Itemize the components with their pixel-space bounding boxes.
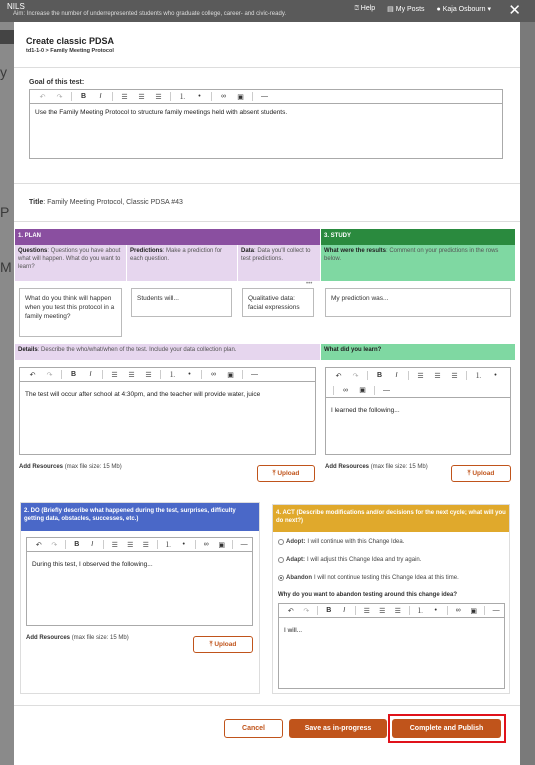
link-icon[interactable]: ∞ bbox=[203, 541, 209, 548]
background-left-strip bbox=[0, 22, 14, 765]
editor-toolbar bbox=[27, 538, 252, 552]
plan-header: 1. PLAN bbox=[15, 229, 320, 245]
align-right-icon[interactable]: ☰ bbox=[394, 607, 401, 615]
user-menu[interactable]: ● Kaja Osbourn ▾ bbox=[436, 6, 491, 13]
questions-header bbox=[15, 245, 126, 281]
align-right-icon[interactable]: ☰ bbox=[145, 371, 152, 379]
help-link[interactable]: ⍰ Help bbox=[354, 5, 376, 12]
divider bbox=[14, 705, 520, 706]
divider bbox=[14, 221, 520, 222]
ordered-list-icon[interactable]: ⒈ bbox=[416, 607, 424, 615]
editor-toolbar bbox=[20, 368, 315, 382]
aim-text: Aim: Increase the number of underrepresented students who graduate college, career- and civic-ready. bbox=[13, 11, 287, 17]
pdsa-title: Title: Family Meeting Protocol, Classic PDSA #43 bbox=[29, 199, 183, 206]
do-upload-button[interactable]: ⤒ Upload bbox=[193, 636, 253, 653]
align-left-icon[interactable]: ☰ bbox=[417, 372, 424, 380]
data-desc: : Data you'll collect to test predictions. bbox=[241, 248, 311, 262]
data-input[interactable]: Qualitative data: facial expressions bbox=[242, 288, 314, 317]
italic-icon[interactable]: I bbox=[343, 607, 346, 614]
my-posts-label: My Posts bbox=[395, 6, 425, 13]
app-logo: NILS bbox=[7, 2, 25, 11]
background-text: y bbox=[0, 64, 7, 80]
radio-icon[interactable] bbox=[278, 557, 284, 563]
bullet-list-icon[interactable]: • bbox=[434, 607, 437, 614]
align-center-icon[interactable]: ☰ bbox=[434, 372, 441, 380]
details-header bbox=[15, 344, 320, 360]
adopt-radio[interactable] bbox=[278, 539, 404, 545]
plan-upload-button[interactable]: ⤒ Upload bbox=[257, 465, 315, 482]
results-input[interactable]: My prediction was... bbox=[325, 288, 511, 317]
bold-icon[interactable]: B bbox=[74, 541, 80, 548]
bullet-list-icon[interactable]: • bbox=[182, 541, 185, 548]
app-header-background bbox=[0, 0, 535, 22]
save-in-progress-button[interactable]: Save as in-progress bbox=[289, 719, 387, 738]
horizontal-rule-icon[interactable]: — bbox=[261, 93, 268, 100]
align-center-icon[interactable]: ☰ bbox=[128, 371, 135, 379]
link-icon[interactable]: ∞ bbox=[455, 607, 461, 614]
undo-icon[interactable]: ↶ bbox=[35, 541, 42, 549]
italic-icon[interactable]: I bbox=[395, 372, 398, 379]
abandon-radio[interactable] bbox=[278, 575, 459, 581]
resources-note: (max file size: 15 Mb) bbox=[370, 464, 428, 470]
bold-icon[interactable]: B bbox=[376, 372, 383, 379]
data-header bbox=[238, 245, 320, 281]
align-left-icon[interactable]: ☰ bbox=[363, 607, 370, 615]
abandon-question: Why do you want to abandon testing around this change idea? bbox=[278, 592, 458, 598]
results-header bbox=[321, 245, 515, 281]
image-icon[interactable]: ▣ bbox=[218, 541, 226, 549]
results-label: What were the results bbox=[324, 248, 387, 254]
undo-icon[interactable]: ↶ bbox=[335, 372, 342, 380]
background-bar bbox=[0, 30, 14, 44]
modal-header bbox=[26, 36, 114, 54]
act-desc: (Describe modifications and/or decisions for the next cycle; what will you do next?) bbox=[276, 510, 506, 525]
title-label: Title bbox=[29, 199, 44, 206]
details-label: Details bbox=[18, 347, 38, 353]
results-desc: : Comment on your predictions in the rows below. bbox=[324, 248, 499, 262]
redo-icon[interactable]: ↷ bbox=[352, 372, 359, 380]
add-resources-label bbox=[325, 464, 428, 470]
align-center-icon[interactable]: ☰ bbox=[138, 93, 145, 101]
add-resources-label bbox=[19, 464, 122, 470]
horizontal-rule-icon[interactable]: — bbox=[492, 607, 500, 614]
breadcrumb: td1-1-0 > Family Meeting Protocol bbox=[26, 48, 114, 54]
align-right-icon[interactable]: ☰ bbox=[155, 93, 162, 101]
questions-label: Questions bbox=[18, 248, 48, 254]
bullet-list-icon[interactable]: • bbox=[494, 372, 497, 379]
redo-icon[interactable]: ↷ bbox=[51, 541, 58, 549]
link-icon[interactable]: ∞ bbox=[343, 386, 348, 394]
do-editor[interactable] bbox=[26, 537, 253, 626]
horizontal-rule-icon[interactable]: — bbox=[251, 371, 258, 378]
image-icon[interactable]: ▣ bbox=[359, 387, 366, 394]
editor-toolbar bbox=[30, 90, 502, 104]
prediction-input[interactable]: Students will... bbox=[131, 288, 232, 317]
align-right-icon[interactable]: ☰ bbox=[451, 372, 458, 380]
do-title: 2. DO bbox=[24, 508, 40, 514]
close-icon[interactable]: ✕ bbox=[508, 2, 521, 19]
adopt-label: Adopt: bbox=[286, 539, 306, 545]
bullet-list-icon[interactable]: • bbox=[188, 371, 191, 378]
resources-note: (max file size: 15 Mb) bbox=[71, 635, 129, 641]
resources-label: Add Resources bbox=[26, 635, 71, 641]
align-right-icon[interactable]: ☰ bbox=[142, 541, 149, 549]
learned-text[interactable]: I learned the following... bbox=[331, 407, 400, 414]
align-left-icon[interactable]: ☰ bbox=[111, 541, 118, 549]
ordered-list-icon[interactable]: ⒈ bbox=[169, 371, 176, 379]
question-input[interactable]: What do you think will happen when you test this protocol in a family meeting? bbox=[19, 288, 122, 337]
bold-icon[interactable]: B bbox=[326, 607, 332, 614]
image-icon[interactable]: ▣ bbox=[237, 93, 244, 101]
upload-label: Upload bbox=[472, 470, 495, 477]
study-header: 3. STUDY bbox=[321, 229, 515, 245]
bullet-list-icon[interactable]: • bbox=[198, 93, 201, 100]
image-icon[interactable]: ▣ bbox=[227, 371, 234, 379]
italic-icon[interactable]: I bbox=[91, 541, 94, 548]
radio-icon[interactable] bbox=[278, 539, 284, 545]
background-text: P bbox=[0, 204, 10, 220]
resources-label: Add Resources bbox=[19, 464, 64, 470]
adapt-desc: I will adjust this Change Idea and try again. bbox=[307, 557, 422, 563]
goal-label: Goal of this test: bbox=[29, 79, 85, 86]
resources-label: Add Resources bbox=[325, 464, 370, 470]
redo-icon[interactable]: ↷ bbox=[56, 93, 63, 101]
undo-icon[interactable]: ↶ bbox=[39, 93, 46, 101]
act-text[interactable]: I will... bbox=[284, 627, 303, 634]
questions-desc: : Questions you have about what will happen. What do you want to learn? bbox=[18, 248, 121, 270]
divider bbox=[14, 183, 520, 184]
abandon-desc: I will not continue testing this Change Idea at this time. bbox=[314, 575, 459, 581]
upload-label: Upload bbox=[214, 641, 237, 648]
complete-and-publish-button[interactable]: Complete and Publish bbox=[392, 719, 501, 738]
align-center-icon[interactable]: ☰ bbox=[127, 541, 134, 549]
ordered-list-icon[interactable]: ⒈ bbox=[475, 372, 482, 380]
resources-note: (max file size: 15 Mb) bbox=[64, 464, 122, 470]
data-label: Data bbox=[241, 248, 255, 254]
undo-icon[interactable]: ↶ bbox=[29, 371, 36, 379]
goal-text[interactable]: Use the Family Meeting Protocol to structure family meetings held with absent students. bbox=[35, 109, 288, 116]
study-upload-button[interactable]: ⤒ Upload bbox=[451, 465, 511, 482]
more-icon[interactable]: ••• bbox=[306, 281, 313, 287]
adapt-label: Adapt: bbox=[286, 557, 305, 563]
predictions-header bbox=[127, 245, 237, 281]
italic-icon[interactable]: I bbox=[89, 371, 92, 378]
cancel-button[interactable]: Cancel bbox=[224, 719, 283, 738]
link-icon[interactable]: ∞ bbox=[221, 93, 226, 100]
details-editor[interactable] bbox=[19, 367, 316, 455]
details-desc: : Describe the who/what/when of the test. Include your data collection plan. bbox=[37, 347, 237, 353]
align-left-icon[interactable]: ☰ bbox=[111, 371, 118, 379]
redo-icon[interactable]: ↷ bbox=[303, 607, 310, 615]
do-text[interactable]: During this test, I observed the following... bbox=[32, 561, 153, 568]
my-posts-link[interactable]: ▤ My Posts bbox=[387, 6, 425, 13]
learned-editor[interactable] bbox=[325, 367, 511, 455]
bold-icon[interactable]: B bbox=[70, 371, 77, 378]
align-left-icon[interactable]: ☰ bbox=[121, 93, 128, 101]
image-icon[interactable]: ▣ bbox=[470, 607, 478, 615]
predictions-label: Predictions bbox=[130, 248, 163, 254]
do-header bbox=[21, 503, 259, 531]
adopt-desc: I will continue with this Change Idea. bbox=[307, 539, 405, 545]
predictions-desc: : Make a prediction for each question. bbox=[130, 248, 223, 262]
upload-label: Upload bbox=[277, 470, 300, 477]
undo-icon[interactable]: ↶ bbox=[287, 607, 294, 615]
user-name: Kaja Osbourn bbox=[442, 6, 486, 13]
goal-editor[interactable] bbox=[29, 89, 503, 159]
act-title: 4. ACT bbox=[276, 510, 295, 516]
ordered-list-icon[interactable]: ⒈ bbox=[179, 93, 186, 101]
title-value: Family Meeting Protocol, Classic PDSA #43 bbox=[47, 199, 183, 206]
learned-header bbox=[321, 344, 515, 360]
do-desc: (Briefly describe what happened during the test, surprises, difficulty getting data, obstacles, successes, etc.) bbox=[24, 508, 236, 523]
background-text: M bbox=[0, 259, 12, 275]
link-icon[interactable]: ∞ bbox=[211, 371, 216, 378]
align-center-icon[interactable]: ☰ bbox=[379, 607, 386, 615]
add-resources-label bbox=[26, 635, 129, 641]
help-label: Help bbox=[360, 5, 376, 12]
redo-icon[interactable]: ↷ bbox=[46, 371, 53, 379]
editor-toolbar bbox=[326, 368, 510, 398]
create-pdsa-modal bbox=[14, 22, 520, 765]
italic-icon[interactable]: I bbox=[99, 93, 102, 100]
horizontal-rule-icon[interactable]: — bbox=[240, 541, 248, 548]
radio-selected-icon[interactable] bbox=[278, 575, 284, 581]
details-text[interactable]: The test will occur after school at 4:30pm, and the teacher will provide water, juice bbox=[25, 391, 261, 398]
abandon-label: Abandon bbox=[286, 575, 312, 581]
adapt-radio[interactable] bbox=[278, 557, 421, 563]
act-header bbox=[273, 505, 509, 532]
act-editor[interactable] bbox=[278, 603, 505, 689]
horizontal-rule-icon[interactable]: — bbox=[383, 386, 390, 394]
ordered-list-icon[interactable]: ⒈ bbox=[164, 541, 172, 549]
divider bbox=[14, 67, 520, 68]
bold-icon[interactable]: B bbox=[80, 93, 87, 100]
modal-title: Create classic PDSA bbox=[26, 36, 115, 46]
editor-toolbar bbox=[279, 604, 504, 618]
learned-label: What did you learn? bbox=[324, 347, 382, 353]
